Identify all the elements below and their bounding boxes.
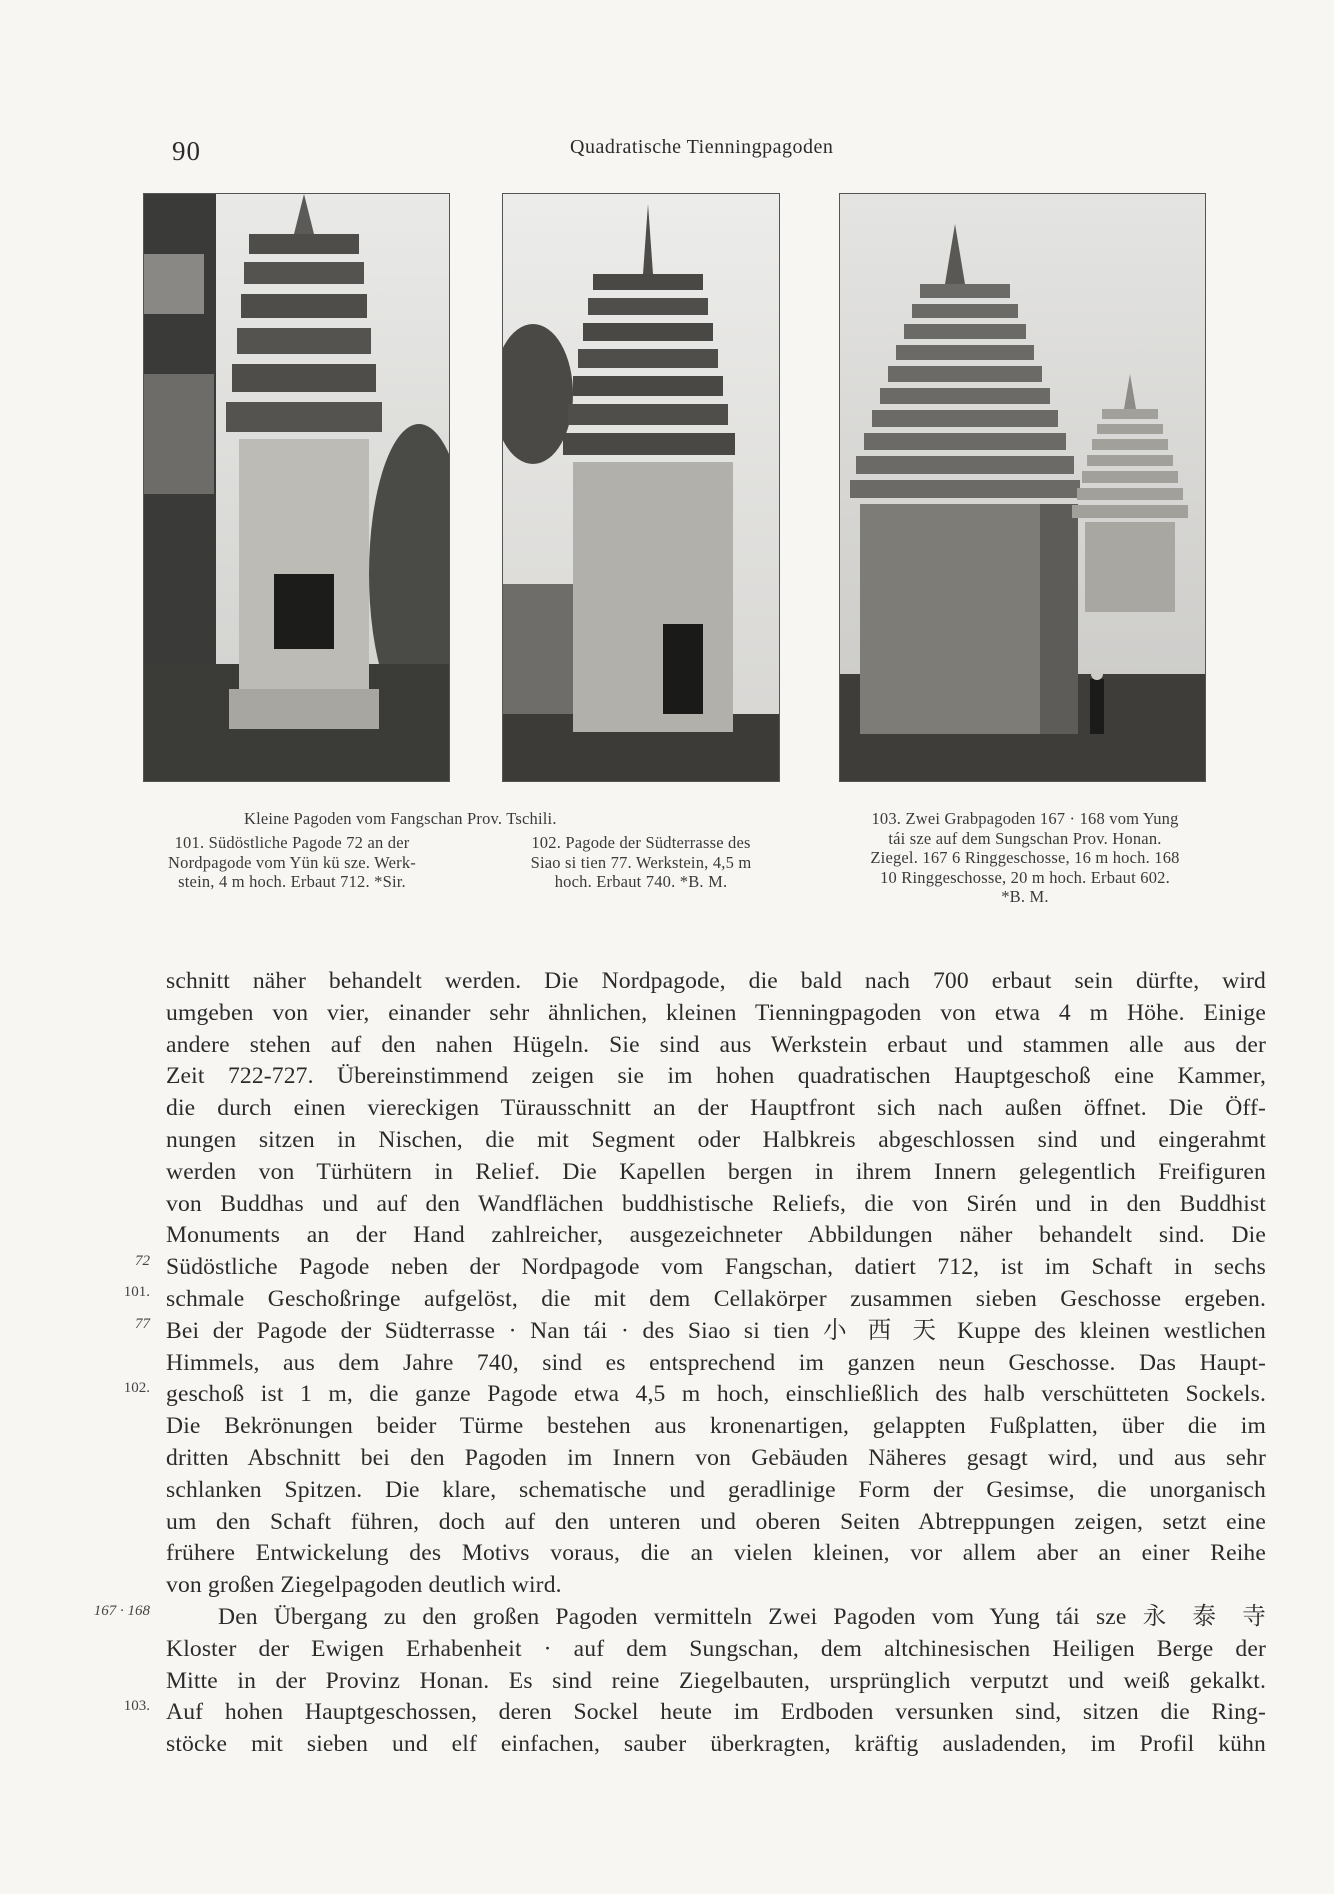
margin-ref-101: 101. bbox=[123, 1284, 150, 1300]
margin-ref-102: 102. bbox=[123, 1380, 150, 1396]
caption-fig-103 bbox=[832, 809, 1218, 907]
text-line: die durch einen viereckigen Türausschnitt an der Hauptfront sich nach außen öffnet. Die Öff- bbox=[166, 1095, 1266, 1122]
running-title: Quadratische Tienningpagoden bbox=[570, 136, 834, 158]
caption-line: tái sze auf dem Sungschan Prov. Honan. bbox=[888, 828, 1162, 848]
text-line: Mitte in der Provinz Honan. Es sind reine Ziegelbauten, ursprünglich verputzt und weiß gekalkt. bbox=[166, 1667, 1266, 1694]
margin-ref-167-168: 167 · 168 bbox=[93, 1603, 150, 1619]
text-line: schlanken Spitzen. Die klare, schematische und geradlinige Form der Gesimse, die unorganisch bbox=[166, 1476, 1266, 1503]
caption-line: *B. M. bbox=[1001, 887, 1049, 906]
caption-line: 10 Ringgeschosse, 20 m hoch. Erbaut 602. bbox=[880, 867, 1170, 887]
text-line: um den Schaft führen, doch auf den unteren und oberen Seiten Abtreppungen zeigen, setzt eine bbox=[166, 1508, 1266, 1535]
text-line: von großen Ziegelpagoden deutlich wird. bbox=[166, 1572, 562, 1599]
text-line: dritten Abschnitt bei den Pagoden im Innern von Gebäuden Näheres gesagt wird, und aus sehr bbox=[166, 1444, 1266, 1471]
caption-line: Ziegel. 167 6 Ringgeschosse, 16 m hoch. 168 bbox=[870, 848, 1180, 867]
text-line: Zeit 722-727. Übereinstimmend zeigen sie im hohen quadratischen Hauptgeschoß eine Kammer, bbox=[166, 1063, 1266, 1090]
caption-line: Siao si tien 77. Werkstein, 4,5 m bbox=[530, 852, 752, 872]
text-line: Südöstliche Pagode neben der Nordpagode vom Fangschan, datiert 712, ist im Schaft in sechs bbox=[166, 1254, 1266, 1281]
caption-line: stein, 4 m hoch. Erbaut 712. *Sir. bbox=[178, 872, 406, 891]
text-line: Himmels, aus dem Jahre 740, sind es entsprechend im ganzen neun Geschosse. Das Haupt- bbox=[166, 1349, 1266, 1376]
text-line: stöcke mit sieben und elf einfachen, sauber überkragten, kräftig ausladenden, im Profil kühn bbox=[166, 1731, 1266, 1758]
caption-line: hoch. Erbaut 740. *B. M. bbox=[554, 872, 728, 891]
photo-fig-101 bbox=[143, 193, 450, 782]
caption-line: 102. Pagode der Südterrasse des bbox=[531, 833, 751, 852]
body-text bbox=[166, 966, 1266, 1761]
text-line: Auf hohen Hauptgeschossen, deren Sockel heute im Erdboden versunken sind, sitzen die Ring- bbox=[166, 1699, 1266, 1726]
text-line: frühere Entwickelung des Motivs voraus, die an vielen kleinen, vor allem aber an einer Reihe bbox=[166, 1540, 1266, 1567]
text-line: nungen sitzen in Nischen, die mit Segment oder Halbkreis abgeschlossen sind und eingerahmt bbox=[166, 1126, 1266, 1153]
text-line: umgeben von vier, einander sehr ähnlichen, kleinen Tienningpagoden von etwa 4 m Höhe. Einige bbox=[166, 999, 1266, 1026]
text-line: Den Übergang zu den großen Pagoden vermitteln Zwei Pagoden vom Yung tái sze 永 泰 寺 bbox=[218, 1603, 1266, 1630]
caption-fig-101 bbox=[142, 833, 442, 892]
photo-fig-103 bbox=[839, 193, 1206, 782]
text-line: schmale Geschoßringe aufgelöst, die mit dem Cellakörper zusammen sieben Geschosse ergeben. bbox=[166, 1285, 1266, 1312]
text-line: Bei der Pagode der Südterrasse · Nan tái · des Siao si tien 小 西 天 Kuppe des kleinen westlichen bbox=[166, 1317, 1266, 1344]
page-number: 90 bbox=[172, 136, 201, 166]
text-line: schnitt näher behandelt werden. Die Nordpagode, die bald nach 700 erbaut sein dürfte, wird bbox=[166, 968, 1266, 994]
text-line: andere stehen auf den nahen Hügeln. Sie sind aus Werkstein erbaut und stammen alle aus der bbox=[166, 1031, 1266, 1058]
caption-fig-102 bbox=[498, 833, 784, 892]
margin-ref-77: 77 bbox=[135, 1316, 150, 1332]
text-line: geschoß ist 1 m, die ganze Pagode etwa 4,5 m hoch, einschließlich des halb verschütteten Sockels. bbox=[166, 1381, 1266, 1408]
caption-line: Nordpagode vom Yün kü sze. Werk- bbox=[168, 852, 416, 872]
text-line: Monuments an der Hand zahlreicher, ausgezeichneter Abbildungen näher behandelt sind. Die bbox=[166, 1222, 1266, 1249]
caption-line: 101. Südöstliche Pagode 72 an der bbox=[174, 833, 410, 852]
margin-ref-72: 72 bbox=[135, 1253, 150, 1269]
photo-fig-102 bbox=[502, 193, 780, 782]
text-line: Kloster der Ewigen Erhabenheit · auf dem Sungschan, dem altchinesischen Heiligen Berge der bbox=[166, 1635, 1266, 1662]
group-caption: Kleine Pagoden vom Fangschan Prov. Tschili. bbox=[244, 809, 557, 828]
margin-ref-103: 103. bbox=[123, 1698, 150, 1714]
caption-line: 103. Zwei Grabpagoden 167 · 168 vom Yung bbox=[871, 809, 1179, 828]
text-line: Die Bekrönungen beider Türme bestehen aus kronenartigen, gelappten Fußplatten, über die im bbox=[166, 1413, 1266, 1440]
text-line: von Buddhas und auf den Wandflächen buddhistische Reliefs, die von Sirén und in den Buddhist bbox=[166, 1190, 1266, 1217]
text-line: werden von Türhütern in Relief. Die Kapellen bergen in ihrem Innern gelegentlich Freifiguren bbox=[166, 1158, 1266, 1185]
